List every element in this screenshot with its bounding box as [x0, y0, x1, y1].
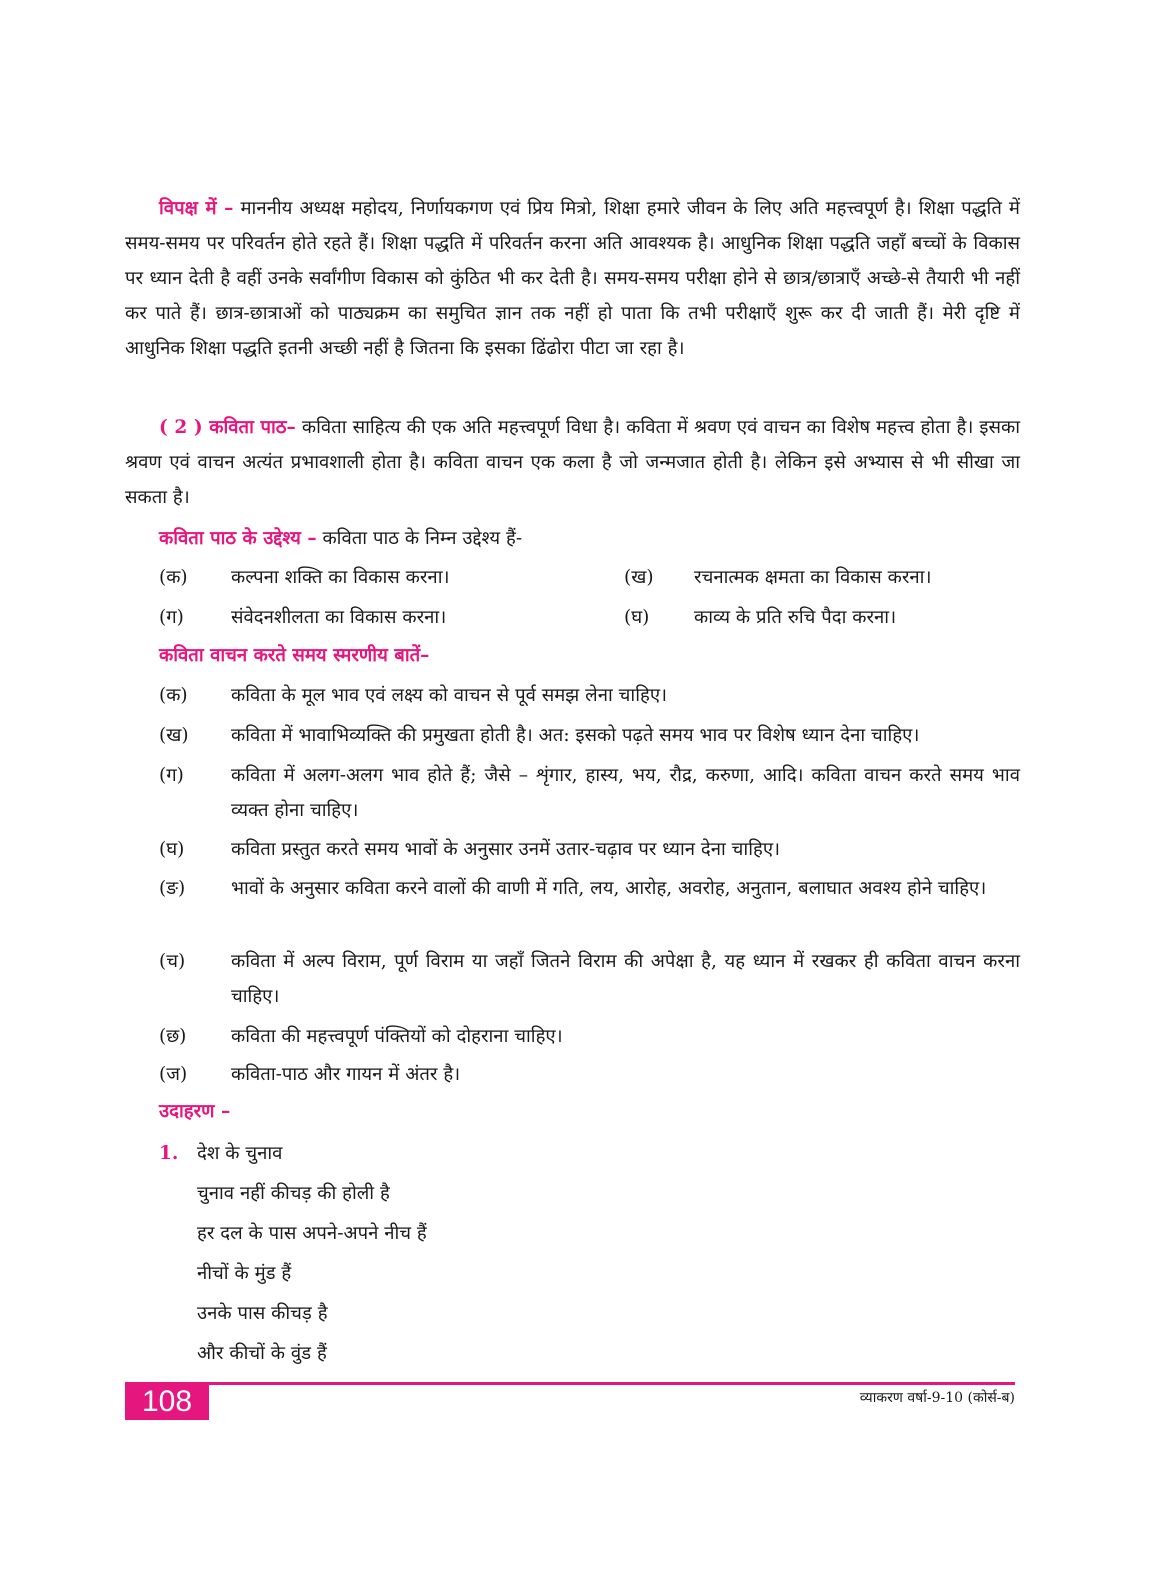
poem-title: देश के चुनाव	[197, 1143, 283, 1164]
point-item	[159, 1057, 1020, 1092]
objectives-row-1	[159, 563, 1020, 593]
kavita-path-text: कविता साहित्य की एक अति महत्त्वपूर्ण विधा है। कविता में श्रवण एवं वाचन का विशेष महत्त्व होता है। इसका श्रवण एवं वाचन अत्यंत प्रभावशाली होता है। कविता वाचन एक कला है जो जन्मजात होती है। लेकिन इसे अभ्यास से भी सीखा जा सकता है।	[125, 417, 1021, 508]
objective-text: काव्य के प्रति रुचि पैदा करना।	[694, 607, 897, 628]
objectives-label: कविता पाठ के उद्देश्य –	[159, 528, 317, 549]
point-mark: (छ)	[159, 1026, 187, 1047]
objective-mark: (ग)	[159, 607, 184, 628]
point-mark: (ज)	[159, 1064, 188, 1085]
points-heading: कविता वाचन करते समय स्मरणीय बातें–	[159, 645, 430, 666]
point-text: कविता के मूल भाव एवं लक्ष्य को वाचन से पूर्व समझ लेना चाहिए।	[231, 685, 668, 706]
poem-line: चुनाव नहीं कीचड़ की होली है	[197, 1183, 390, 1204]
point-item	[159, 718, 1020, 753]
point-item	[159, 678, 1020, 713]
objective-text: कल्पना शक्ति का विकास करना।	[231, 567, 450, 588]
poem-line: नीचों के मुंड हैं	[197, 1263, 292, 1284]
point-item	[159, 758, 1020, 828]
objective-text: संवेदनशीलता का विकास करना।	[231, 607, 447, 628]
example-number: 1.	[159, 1143, 179, 1164]
page-number: 108	[125, 1384, 209, 1420]
example-heading: उदाहरण –	[159, 1101, 231, 1122]
book-title: व्याकरण वर्षा-9-10 (कोर्स-ब)	[859, 1390, 1015, 1406]
objectives-intro: कविता पाठ के निम्न उद्देश्य हैं-	[322, 528, 523, 549]
point-text: कविता-पाठ और गायन में अंतर है।	[231, 1064, 461, 1085]
vipaksh-text: माननीय अध्यक्ष महोदय, निर्णायकगण एवं प्रिय मित्रो, शिक्षा हमारे जीवन के लिए अति महत्त्वपूर्ण है। शिक्षा पद्धति में समय-समय पर परिवर्तन होते रहते हैं। शिक्षा पद्धति में परिवर्तन करना अति आवश्यक है। आधुनिक शिक्षा पद्धति जहाँ बच्चों के विकास पर ध्यान देती है वहीं उनके सर्वांगीण विकास को कुंठित भी कर देती है। समय-समय परीक्षा होने से छात्र/छात्राएँ अच्छे-से तैयारी भी नहीं कर पाते हैं। छात्र-छात्राओं को पाठ्यक्रम का समुचित ज्ञान तक नहीं हो पाता कि तभी परीक्षाएँ शुरू कर दी जाती हैं। मेरी दृष्टि में आधुनिक शिक्षा पद्धति इतनी अच्छी नहीं है जितना कि इसका ढिंढोरा पीटा जा रहा है।	[125, 198, 1020, 359]
point-mark: (ग)	[159, 765, 184, 786]
point-mark: (च)	[159, 951, 186, 972]
point-text: कविता में अलग-अलग भाव होते हैं; जैसे – शृंगार, हास्य, भय, रौद्र, करुणा, आदि। कविता वाचन करते समय भाव व्यक्त होना चाहिए।	[231, 765, 1020, 821]
vipaksh-paragraph	[125, 191, 1020, 366]
point-item	[159, 871, 1020, 906]
point-text: कविता की महत्त्वपूर्ण पंक्तियों को दोहराना चाहिए।	[231, 1026, 563, 1047]
point-mark: (ख)	[159, 725, 189, 746]
point-text: कविता में भावाभिव्यक्ति की प्रमुखता होती है। अत: इसको पढ़ते समय भाव पर विशेष ध्यान देना चाहिए।	[231, 725, 920, 746]
point-mark: (घ)	[159, 839, 185, 860]
point-item	[159, 832, 1020, 867]
objective-mark: (क)	[159, 567, 188, 588]
point-mark: (ङ)	[159, 878, 186, 899]
point-item	[159, 1019, 1020, 1054]
point-mark: (क)	[159, 685, 188, 706]
kavita-path-label: ( 2 ) कविता पाठ–	[159, 417, 296, 438]
poem-line: हर दल के पास अपने-अपने नीच हैं	[197, 1223, 427, 1244]
objective-mark: (घ)	[624, 607, 650, 628]
objective-text: रचनात्मक क्षमता का विकास करना।	[694, 567, 932, 588]
poem-line: और कीचों के वुंड हैं	[197, 1343, 327, 1364]
objective-mark: (ख)	[624, 567, 654, 588]
objectives-line	[159, 521, 1020, 556]
point-text: कविता प्रस्तुत करते समय भावों के अनुसार उनमें उतार-चढ़ाव पर ध्यान देना चाहिए।	[231, 839, 781, 860]
poem-line: उनके पास कीचड़ है	[197, 1303, 328, 1324]
objectives-row-2	[159, 603, 1020, 633]
kavita-path-paragraph	[125, 410, 1020, 515]
footer-rule	[125, 1382, 1015, 1385]
point-text: कविता में अल्प विराम, पूर्ण विराम या जहाँ जितने विराम की अपेक्षा है, यह ध्यान में रखकर ही कविता वाचन करना चाहिए।	[231, 951, 1020, 1007]
vipaksh-label: विपक्ष में –	[159, 198, 234, 219]
point-text: भावों के अनुसार कविता करने वालों की वाणी में गति, लय, आरोह, अवरोह, अनुतान, बलाघात अवश्य होने चाहिए।	[231, 878, 987, 899]
point-item	[159, 944, 1020, 1014]
